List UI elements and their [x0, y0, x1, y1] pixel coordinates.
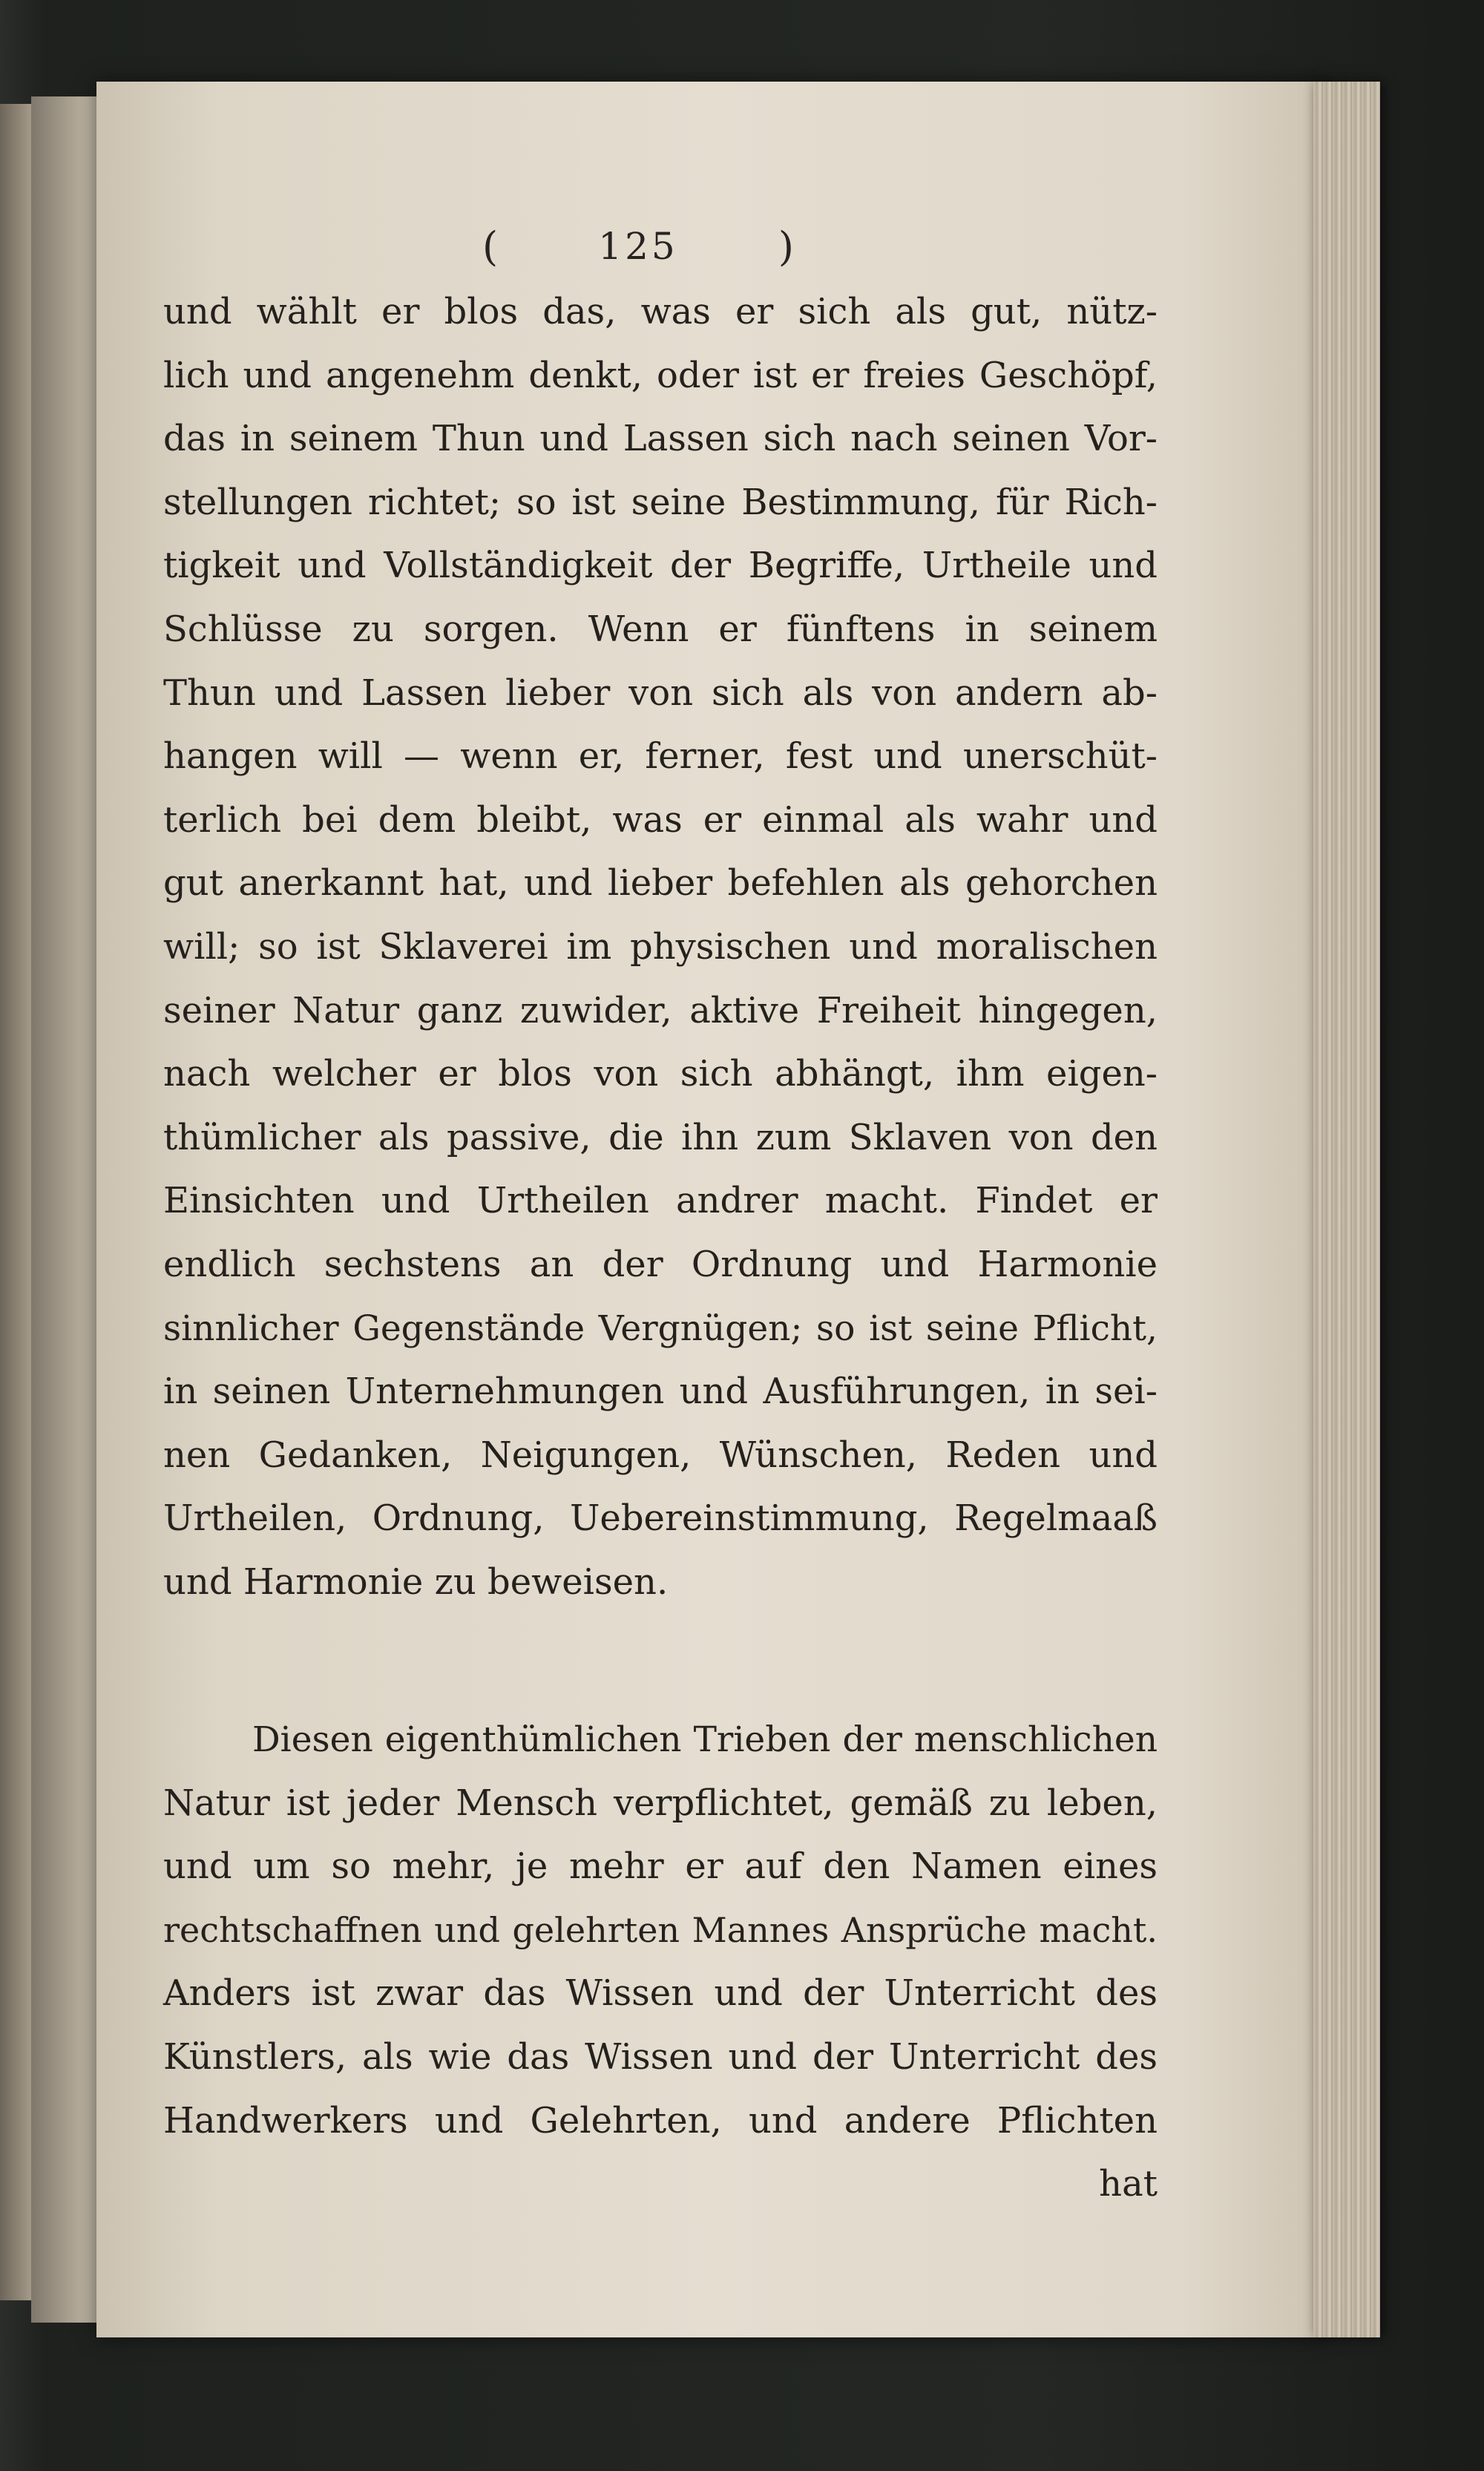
text-line: sinnlicher Gegenstände Vergnügen; so ist seine Pflicht, — [163, 1307, 1158, 1349]
text-line: und um so mehr, je mehr er auf den Namen eines — [163, 1845, 1158, 1888]
text-line: Schlüsse zu sorgen. Wenn er fünftens in seinem — [163, 608, 1158, 650]
previous-page-edge — [0, 104, 31, 2300]
page-stack-edge — [1313, 82, 1380, 2337]
header-open-paren: ( — [482, 223, 499, 270]
text-line: Künstlers, als wie das Wissen und der Unterricht des — [163, 2035, 1158, 2078]
text-line: und Harmonie zu beweisen. — [163, 1561, 669, 1603]
indented-line-text: Diesen eigenthümlichen Trieben der menschlichen — [252, 1719, 1158, 1760]
text-line: und wählt er blos das, was er sich als gut, nütz- — [163, 291, 1158, 332]
catchword: hat — [1099, 2163, 1158, 2205]
page-number: 125 — [598, 225, 678, 268]
text-line: lich und angenehm denkt, oder ist er freies Geschöpf, — [163, 354, 1158, 396]
text-line: tigkeit und Vollständigkeit der Begriffe, Urtheile und — [163, 545, 1158, 587]
text-line: will; so ist Sklaverei im physischen und moralischen — [163, 925, 1158, 968]
text-line: terlich bei dem bleibt, was er einmal als wahr und — [163, 798, 1158, 841]
text-line: stellungen richtet; so ist seine Bestimmung, für Rich- — [163, 481, 1158, 523]
page-header — [482, 217, 794, 276]
text-line: nach welcher er blos von sich abhängt, ihm eigen- — [163, 1053, 1158, 1095]
text-line: Einsichten und Urtheilen andrer macht. Findet er — [163, 1180, 1158, 1222]
text-line: rechtschaffnen und gelehrten Mannes Ansprüche macht. — [163, 1909, 1158, 1950]
text-line: endlich sechstens an der Ordnung und Harmonie — [163, 1243, 1158, 1285]
text-line: thümlicher als passive, die ihn zum Sklaven von den — [163, 1116, 1158, 1158]
text-line: nen Gedanken, Neigungen, Wünschen, Reden und — [163, 1434, 1158, 1476]
text-line: in seinen Unternehmungen und Ausführungen, in sei- — [163, 1371, 1158, 1413]
text-line: Urtheilen, Ordnung, Uebereinstimmung, Regelmaaß — [163, 1497, 1158, 1540]
text-line: Thun und Lassen lieber von sich als von andern ab- — [163, 672, 1158, 714]
text-line: hangen will — wenn er, ferner, fest und unerschüt- — [163, 735, 1158, 778]
text-line: das in seinem Thun und Lassen sich nach seinen Vor- — [163, 418, 1158, 460]
text-line: gut anerkannt hat, und lieber befehlen als gehorchen — [163, 862, 1158, 905]
text-line: Handwerkers und Gelehrten, und andere Pflichten — [163, 2099, 1158, 2142]
paragraph-2 — [163, 1708, 1158, 2216]
text-line-indented — [163, 1708, 1158, 1772]
text-line: Anders ist zwar das Wissen und der Unterricht des — [163, 1972, 1158, 2015]
text-line: Natur ist jeder Mensch verpflichtet, gemäß zu leben, — [163, 1782, 1158, 1824]
paragraph-1 — [163, 280, 1158, 1614]
text-line: seiner Natur ganz zuwider, aktive Freiheit hingegen, — [163, 989, 1158, 1031]
header-close-paren: ) — [778, 223, 794, 270]
